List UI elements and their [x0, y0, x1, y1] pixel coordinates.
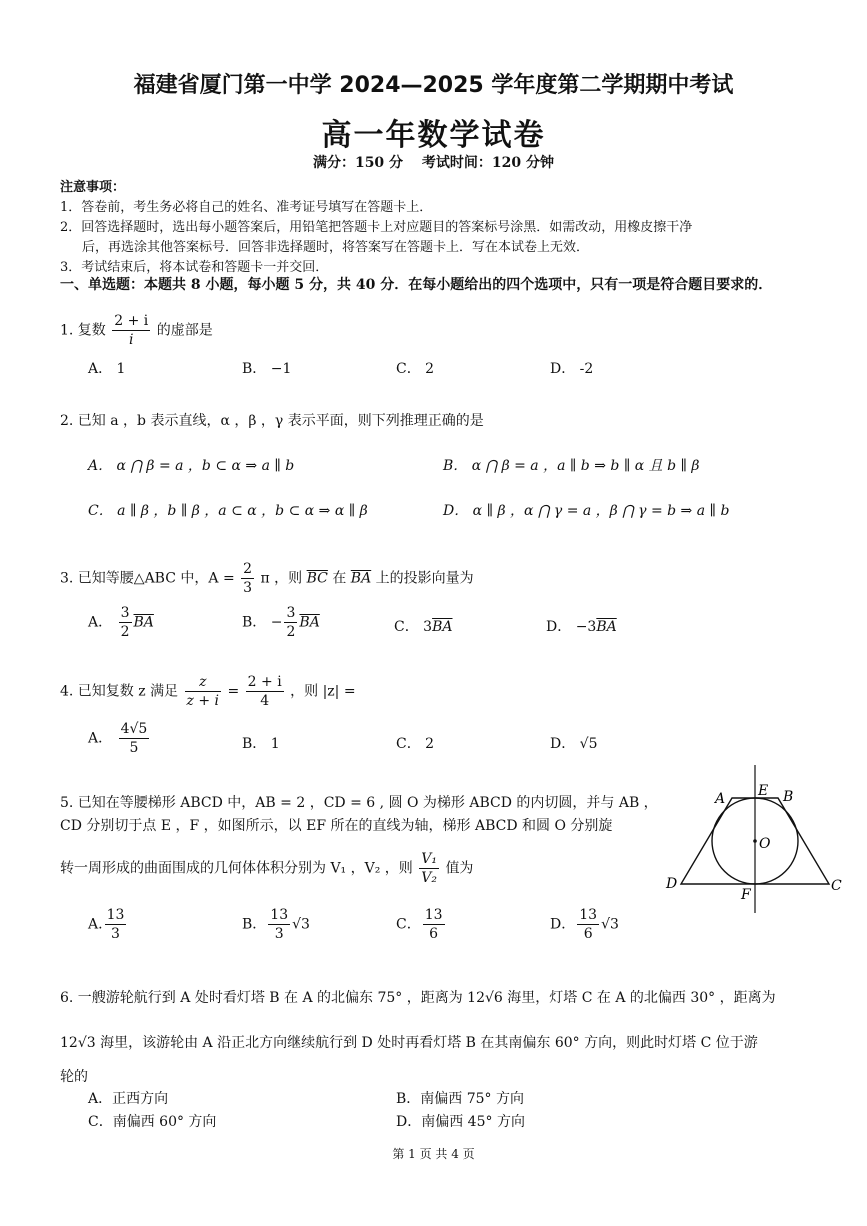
question-4-stem: 4. 已知复数 z 满足 $\frac{z}{z + i}$ = $\frac{2 + i}{4}$ ，则 |z| =: [60, 674, 356, 709]
q6-option-c: C．南偏西 60° 方向: [88, 1114, 217, 1130]
q1-option-d: D． -2: [550, 361, 594, 377]
trapezoid-incircle-figure: [660, 765, 850, 915]
q4-option-c: C． 2: [396, 736, 435, 752]
q2-option-d: D． α ∥ β ，α ⋂ γ = a ，β ⋂ γ = b ⇒ a ∥ b: [443, 503, 730, 519]
q6-option-b: B．南偏西 75° 方向: [396, 1091, 525, 1107]
q1-option-c: C． 2: [396, 361, 435, 377]
q5-option-d: D． $\frac{13}{6}$ √3: [550, 907, 619, 942]
label-d: D: [666, 876, 678, 892]
note-2-cont: 后，再选涂其他答案标号．回答非选择题时，将答案写在答题卡上．写在本试卷上无效．: [82, 240, 590, 255]
note-2: 2．回答选择题时，选出每小题答案后，用铅笔把答题卡上对应题目的答案标号涂黑．如需改动，用橡皮擦干净: [60, 220, 693, 235]
q3-option-c: C． $3\overline{BA}$: [394, 619, 453, 635]
label-b: B: [783, 789, 794, 805]
question-5-line-1: 5. 已知在等腰梯形 ABCD 中，AB = 2 ，CD = 6 , 圆 O 为梯形 ABCD 的内切圆，并与 AB ，: [60, 795, 658, 811]
q3-option-b: B． − $\frac{3}{2}$ $\overline{BA}$: [242, 605, 320, 640]
section-1-heading: 一、单选题：本题共 8 小题，每小题 5 分，共 40 分．在每小题给出的四个选项中，只有一项是符合题目要求的．: [60, 277, 773, 293]
q6-option-d: D．南偏西 45° 方向: [396, 1114, 525, 1130]
q5-option-b: B． $\frac{13}{3}$ √3: [242, 907, 310, 942]
q2-option-b: B． α ⋂ β = a ，a ∥ b ⇒ b ∥ α 且 b ∥ β: [443, 458, 700, 474]
label-o: O: [759, 836, 771, 852]
center-point-o: [753, 839, 757, 843]
question-5-line-3: 转一周形成的曲面围成的几何体体积分别为 V₁ ，V₂ ，则 $\frac{\text{V₁}}{\text{V₂}}$ 值为: [60, 851, 474, 886]
q4-option-b: B． 1: [242, 736, 280, 752]
question-2-stem: 2. 已知 a ，b 表示直线，α ，β ，γ 表示平面，则下列推理正确的是: [60, 413, 484, 429]
q3-option-a: A． $\frac{3}{2}$ $\overline{BA}$: [88, 605, 154, 640]
page-footer: 第 1 页 共 4 页: [392, 1147, 475, 1161]
question-6-line-2: 12√3 海里，该游轮由 A 沿正北方向继续航行到 D 处时再看灯塔 B 在其南偏东 60° 方向，则此时灯塔 C 位于游: [60, 1035, 758, 1051]
question-6-line-3: 轮的: [60, 1069, 88, 1085]
score-time-info: 满分：150 分 考试时间：120 分钟: [312, 155, 555, 171]
note-3: 3．考试结束后，将本试卷和答题卡一并交回．: [60, 260, 329, 275]
paper-title: 高一年数学试卷: [321, 118, 546, 153]
q5-option-c: C． $\frac{13}{6}$: [396, 907, 443, 942]
question-5-line-2: CD 分别切于点 E ，F ，如图所示，以 EF 所在的直线为轴，梯形 ABCD 和圆 O 分别旋: [60, 818, 613, 834]
q3-option-d: D． $-3\overline{BA}$: [546, 619, 617, 635]
q2-option-c: C． a ∥ β ，b ∥ β ，a ⊂ α ，b ⊂ α ⇒ α ∥ β: [88, 503, 368, 519]
q4-option-d: D． √5: [550, 736, 598, 752]
q2-option-a: A． α ⋂ β = a ，b ⊂ α ⇒ a ∥ b: [88, 458, 295, 474]
notes-title: 注意事项：: [60, 180, 126, 195]
label-a: A: [715, 791, 726, 807]
question-3-stem: 3. 已知等腰△ABC 中，A = $\frac{2}{3}$ π ，则 $\overline{BC}$ 在 $\overline{BA}$ 上的投影向量为: [60, 561, 474, 596]
label-e: E: [758, 783, 769, 799]
question-1-stem: 1. 复数 $\frac{2 + i}{i}$ 的虚部是: [60, 313, 213, 348]
school-title: 福建省厦门第一中学 2024—2025 学年度第二学期期中考试: [133, 73, 734, 98]
label-f: F: [741, 887, 751, 903]
q4-option-a: A． $\frac{4√5}{5}$: [88, 721, 148, 756]
q6-option-a: A．正西方向: [88, 1091, 169, 1107]
label-c: C: [831, 878, 842, 894]
q1-option-b: B． −1: [242, 361, 292, 377]
q1-option-a: A． 1: [88, 361, 126, 377]
question-6-line-1: 6. 一艘游轮航行到 A 处时看灯塔 B 在 A 的北偏东 75° ，距离为 12√6 海里，灯塔 C 在 A 的北偏西 30° ，距离为: [60, 990, 776, 1006]
q5-option-a: A. $\frac{13}{3}$: [88, 907, 125, 942]
note-1: 1．答卷前，考生务必将自己的姓名、准考证号填写在答题卡上．: [60, 200, 433, 215]
